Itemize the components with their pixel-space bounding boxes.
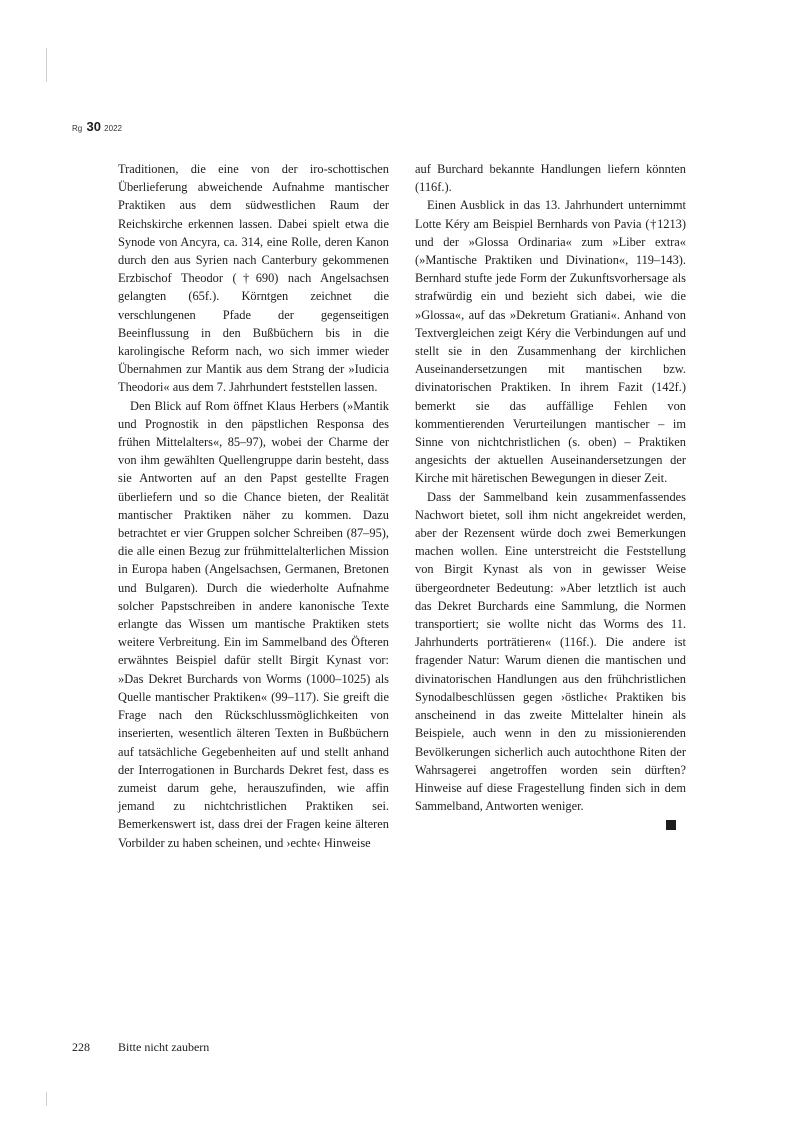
journal-abbreviation: Rg	[72, 124, 83, 133]
right-text-column	[415, 160, 686, 815]
running-title: Bitte nicht zaubern	[118, 1040, 210, 1054]
journal-header	[72, 119, 122, 134]
paragraph: Dass der Sammelband kein zusammenfassendes Nachwort bietet, soll ihm nicht angekreidet werden, aber der Rezensent würde doch zwei Bemerkungen machen wollen. Eine unterstreicht die Feststellung von Birgit Kynast als von in gewisser Weise übergeordneter Bedeutung: »Aber letztlich ist auch das Dekret Burchards eine Sammlung, die Normen transportiert; sie wollte nicht das Worms des 11. Jahrhunderts porträtieren« (116f.). Die andere ist fragender Natur: Warum dienen die mantischen und divinatorischen Handlungen aus den frühchristlichen Synodalbeschlüssen gegen ›östliche‹ Praktiken bis anscheinend in das zweite Mittelalter hinein als Beispiele, auch wenn in den zu missionierenden Bevölkerungen sicherlich auch autochthone Riten der Wahrsagerei angetroffen worden sein dürften? Hinweise auf diese Fragestellung finden sich in dem Sammelband, Antworten weniger.	[415, 489, 686, 814]
crop-mark	[46, 1092, 47, 1106]
left-text-column	[118, 160, 389, 852]
page-number: 228	[72, 1040, 90, 1054]
paragraph: auf Burchard bekannte Handlungen liefern könnten (116f.).	[415, 162, 686, 195]
paragraph: Den Blick auf Rom öffnet Klaus Herbers (»Mantik und Prognostik in den päpstlichen Responsa des frühen Mittelalters«, 85–97), wobei der Charme der von ihm gewählten Quellengruppe darin besteht, dass sie Antworten auf an den Papst gestellte Fragen überliefern und so die Chance bieten, der Realität mantischer Praktiken näher zu kommen. Dazu betrachtet er vier Gruppen solcher Schreiben (87–95), die alle einen Bezug zur frühmittelalterlichen Mission in Europa haben (Angelsachsen, Germanen, Bretonen und Bulgaren). Durch die wiederholte Aufnahme solcher Papstschreiben in andere kanonische Texte erlangte das Wissen um mantische Praktiken stets weitere Verbreitung. Ein im Sammelband des Öfteren erwähntes Beispiel dafür stellt Birgit Kynast vor: »Das Dekret Burchards von Worms (1000–1025) als Quelle mantischer Praktiken« (99–117). Sie greift die Frage nach den Rückschlussmöglichkeiten von inserierten, wesentlich älteren Texten in Bußbüchern auf tatsächliche Gegebenheiten auf und stellt anhand der Interrogationen in Burchards Dekret fest, dass es zumeist darum gehe, herauszufinden, wie affin jemand zu nichtchristlichen Praktiken sei. Bemerkenswert ist, dass drei der Fragen keine älteren Vorbilder zu haben scheinen, und ›echte‹ Hinweise	[118, 398, 389, 850]
paragraph: Traditionen, die eine von der iro-schottischen Überlieferung abweichende Aufnahme mantischer Praktiken aus dem südwestlichen Raum der Reichskirche erkennen lassen. Dabei spielt etwa die Synode von Ancyra, ca. 314, eine Rolle, deren Kanon durch den aus Syrien nach Canterbury gekommenen Erzbischof Theodor (†690) nach Angelsachsen gelangten (65f.). Körntgen zeichnet die verschlungenen Pfade der gegenseitigen Beeinflussung in den Bußbüchern bis in die karolingische Reform nach, wo sich immer wieder Übernahmen zur Mantik aus dem Strang der »Iudicia Theodori« aus dem 7. Jahrhundert feststellen lassen.	[118, 162, 389, 395]
end-of-article-square-icon	[666, 820, 676, 830]
paragraph: Einen Ausblick in das 13. Jahrhundert unternimmt Lotte Kéry am Beispiel Bernhards von Pavia (†1213) und der »Glossa Ordinaria« zum »Liber extra« (»Mantische Praktiken und Divination«, 119–143). Bernhard stufte jede Form der Zukunftsvorhersage als strafwürdig ein und bezieht sich dabei, wie die »Glossa«, auf das »Dekretum Gratiani«. Anhand von Textvergleichen zeigt Kéry die Verbindungen auf und stellt sie in den Zusammenhang der kirchlichen Auseinandersetzungen mit mantischen bzw. divinatorischen Praktiken. In ihrem Fazit (142f.) bemerkt sie das auffällige Fehlen von kommentierenden Verurteilungen mantischer – im Sinne von nichtchristlichen (s. oben) – Praktiken angesichts der aktuellen Auseinandersetzungen der Kirche mit häretischen Bewegungen in dieser Zeit.	[415, 198, 686, 486]
volume-number: 30	[86, 119, 101, 134]
journal-year: 2022	[104, 124, 122, 133]
crop-mark	[46, 48, 47, 82]
